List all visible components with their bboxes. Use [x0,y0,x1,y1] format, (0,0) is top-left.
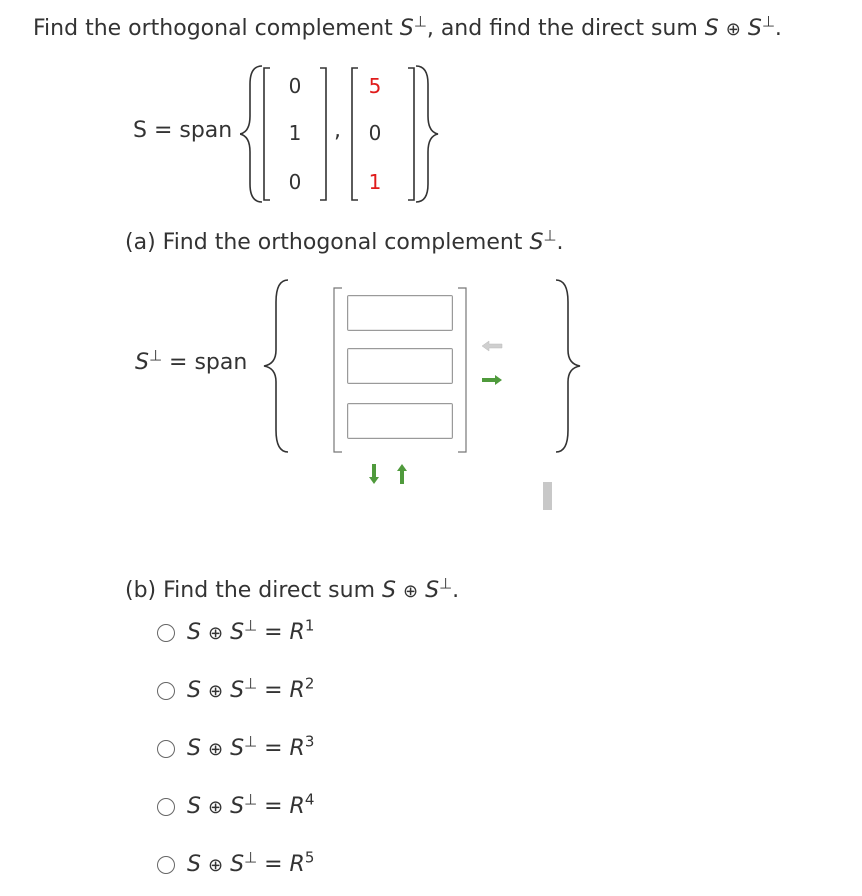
vector-separator: , [334,118,341,143]
option-r4[interactable] [157,790,315,819]
radio-button[interactable] [157,798,175,816]
oplus-symbol: ⊕ [725,19,741,40]
part-a-label: (a) Find the orthogonal complement S⊥. [125,226,564,255]
resize-handle [543,482,552,510]
option-r1[interactable] [157,616,315,645]
option-r3[interactable] [157,732,315,761]
vector2-entry: 1 [368,170,382,194]
answer-right-brace [556,280,580,452]
right-brace [416,66,438,202]
radio-button[interactable] [157,856,175,874]
option-r5[interactable] [157,848,315,877]
answer-vector-entry-3[interactable] [347,403,453,439]
down-arrow-icon[interactable] [368,462,380,486]
right-arrow-icon[interactable] [480,374,504,386]
part-b-label: (b) Find the direct sum S ⊕ S⊥. [125,574,460,603]
up-arrow-icon[interactable] [396,462,408,486]
option-label: S ⊕ $S^\perp = R^1$ [187,616,315,645]
option-label: S ⊕ $S^\perp = R^2$ [187,674,315,703]
vector2-entry: 5 [368,74,382,98]
left-arrow-icon[interactable] [480,340,504,352]
vector2-left-bracket [352,68,358,200]
var-s: S [399,16,414,41]
given-lhs: S = span [133,118,233,143]
vector2-entry: 0 [368,121,382,145]
left-brace [240,66,262,202]
vector1-right-bracket [320,68,326,200]
radio-button[interactable] [157,740,175,758]
vector1-left-bracket [264,68,270,200]
option-label: S ⊕ $S^\perp = R^5$ [187,848,315,877]
vector1-entry: 0 [288,74,302,98]
question-title: Find the orthogonal complement S⊥, and find the direct sum S ⊕ S⊥. [33,12,782,41]
vector1-entry: 0 [288,170,302,194]
part-a-lhs: S⊥ = span [135,346,248,375]
radio-button[interactable] [157,682,175,700]
answer-right-bracket [458,288,466,452]
answer-vector-entry-2[interactable] [347,348,453,384]
answer-left-brace [264,280,288,452]
vector2-right-bracket [408,68,414,200]
answer-vector-entry-1[interactable] [347,295,453,331]
radio-button[interactable] [157,624,175,642]
vector1-entry: 1 [288,121,302,145]
answer-left-bracket [334,288,342,452]
option-label: S ⊕ $S^\perp = R^3$ [187,732,315,761]
option-r2[interactable] [157,674,315,703]
option-label: S ⊕ $S^\perp = R^4$ [187,790,315,819]
